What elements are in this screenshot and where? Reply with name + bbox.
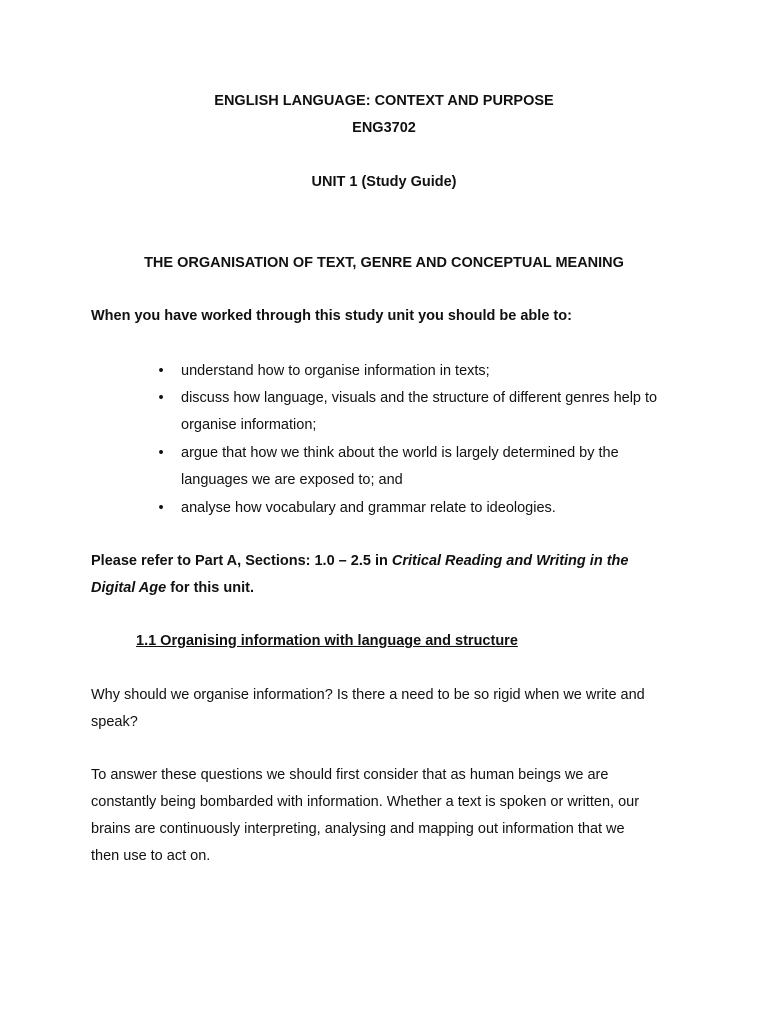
- reference-prefix: Please refer to Part A, Sections: 1.0 – 2.5 in: [91, 553, 392, 569]
- outcome-item-4: analyse how vocabulary and grammar relate to ideologies.: [181, 500, 556, 516]
- bullet-marker: •: [158, 390, 164, 406]
- outcome-item-3: argue that how we think about the world is largely determined by the: [181, 445, 619, 461]
- course-title: ENGLISH LANGUAGE: CONTEXT AND PURPOSE: [214, 93, 554, 109]
- outcome-item-2: discuss how language, visuals and the structure of different genres help to: [181, 390, 658, 406]
- outcome-item-3-cont: languages we are exposed to; and: [181, 472, 403, 488]
- reference-book-title-cont: Digital Age: [91, 580, 167, 596]
- outcomes-intro: When you have worked through this study unit you should be able to:: [91, 308, 572, 324]
- paragraph-line: speak?: [91, 714, 138, 730]
- section-heading: 1.1 Organising information with language and structure: [136, 633, 518, 649]
- paragraph-line: Why should we organise information? Is there a need to be so rigid when we write and: [91, 687, 645, 703]
- paragraph-line: constantly being bombarded with information. Whether a text is spoken or written, our: [91, 794, 640, 810]
- reference-line-2: [91, 580, 254, 596]
- unit-title: UNIT 1 (Study Guide): [311, 174, 457, 190]
- unit-subtitle: THE ORGANISATION OF TEXT, GENRE AND CONCEPTUAL MEANING: [144, 255, 624, 271]
- reference-line-1: [91, 553, 628, 569]
- course-code: ENG3702: [352, 120, 416, 136]
- bullet-marker: •: [158, 500, 164, 516]
- outcome-item-1: understand how to organise information in texts;: [181, 363, 490, 379]
- paragraph-line: brains are continuously interpreting, analysing and mapping out information that we: [91, 821, 625, 837]
- reference-suffix: for this unit.: [166, 580, 254, 596]
- paragraph-line: To answer these questions we should first consider that as human beings we are: [91, 767, 609, 783]
- outcome-item-2-cont: organise information;: [181, 417, 317, 433]
- paragraph-line: then use to act on.: [91, 848, 211, 864]
- bullet-marker: •: [158, 445, 164, 461]
- reference-book-title: Critical Reading and Writing in the: [391, 553, 629, 569]
- bullet-marker: •: [158, 363, 164, 379]
